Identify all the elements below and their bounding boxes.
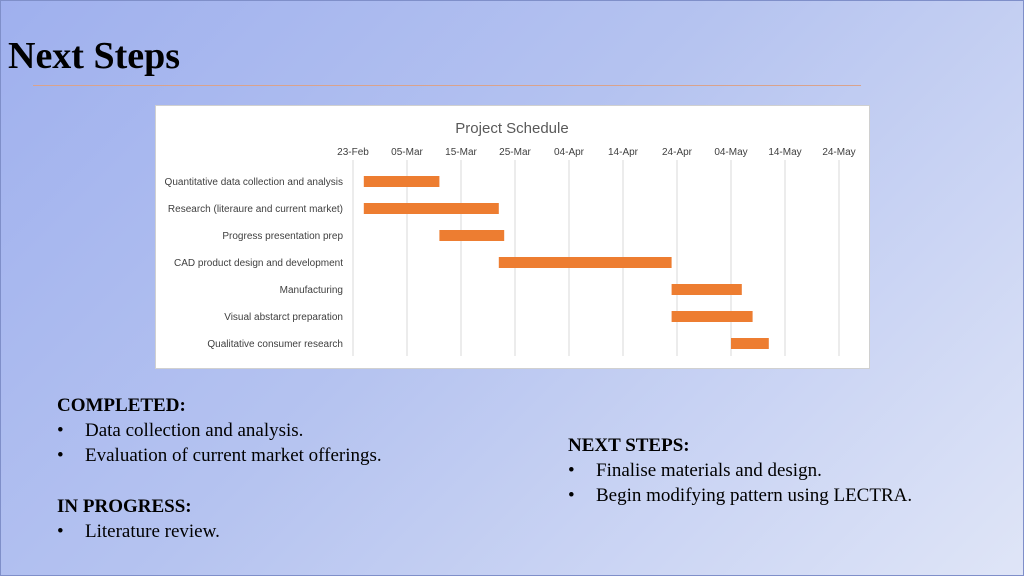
next-steps-section <box>568 433 912 508</box>
list-item-text: Data collection and analysis. <box>85 420 304 441</box>
gantt-chart-svg <box>156 106 869 368</box>
x-axis-ticks <box>337 147 856 158</box>
y-axis-categories <box>165 177 344 350</box>
category-label: Research (literaure and current market) <box>167 204 343 215</box>
completed-section <box>57 393 382 468</box>
in-progress-section <box>57 494 220 544</box>
completed-list <box>57 418 382 468</box>
task-bar <box>439 230 504 241</box>
list-item <box>57 443 382 468</box>
x-tick-label: 14-Apr <box>607 147 639 158</box>
list-item-text: Begin modifying pattern using LECTRA. <box>596 485 913 506</box>
bullet-icon: • <box>568 460 575 481</box>
in-progress-heading: IN PROGRESS: <box>57 496 192 517</box>
list-item <box>57 418 382 443</box>
category-label: Visual abstarct preparation <box>224 312 343 323</box>
list-item-text: Literature review. <box>85 521 220 542</box>
title-divider <box>33 85 861 86</box>
bullet-icon: • <box>57 521 64 542</box>
category-label: CAD product design and development <box>174 258 343 269</box>
next-steps-heading: NEXT STEPS: <box>568 435 690 456</box>
bullet-icon: • <box>568 485 575 506</box>
list-item-text: Evaluation of current market offerings. <box>85 445 382 466</box>
slide-title: Next Steps <box>8 35 181 77</box>
x-tick-label: 25-Mar <box>499 147 531 158</box>
task-bar <box>364 176 440 187</box>
category-label: Progress presentation prep <box>222 231 343 242</box>
x-tick-label: 23-Feb <box>337 147 369 158</box>
bullet-icon: • <box>57 445 64 466</box>
x-tick-label: 04-Apr <box>553 147 585 158</box>
x-tick-label: 04-May <box>714 147 748 158</box>
chart-title: Project Schedule <box>455 120 569 137</box>
category-label: Quantitative data collection and analysis <box>164 177 343 188</box>
x-tick-label: 15-Mar <box>445 147 477 158</box>
list-item <box>568 458 912 483</box>
task-bar <box>499 257 672 268</box>
task-bar <box>731 338 769 349</box>
category-label: Manufacturing <box>279 285 343 296</box>
x-tick-label: 14-May <box>768 147 802 158</box>
list-item-text: Finalise materials and design. <box>596 460 822 481</box>
bullet-icon: • <box>57 420 64 441</box>
category-label: Qualitative consumer research <box>207 339 343 350</box>
task-bars <box>364 176 769 349</box>
in-progress-list <box>57 519 220 544</box>
x-tick-label: 24-May <box>822 147 856 158</box>
task-bar <box>364 203 499 214</box>
next-steps-list <box>568 458 912 508</box>
list-item <box>57 519 220 544</box>
list-item <box>568 483 912 508</box>
x-tick-label: 24-Apr <box>661 147 693 158</box>
task-bar <box>672 284 742 295</box>
x-tick-label: 05-Mar <box>391 147 423 158</box>
gantt-chart <box>155 105 870 369</box>
task-bar <box>672 311 753 322</box>
completed-heading: COMPLETED: <box>57 395 186 416</box>
